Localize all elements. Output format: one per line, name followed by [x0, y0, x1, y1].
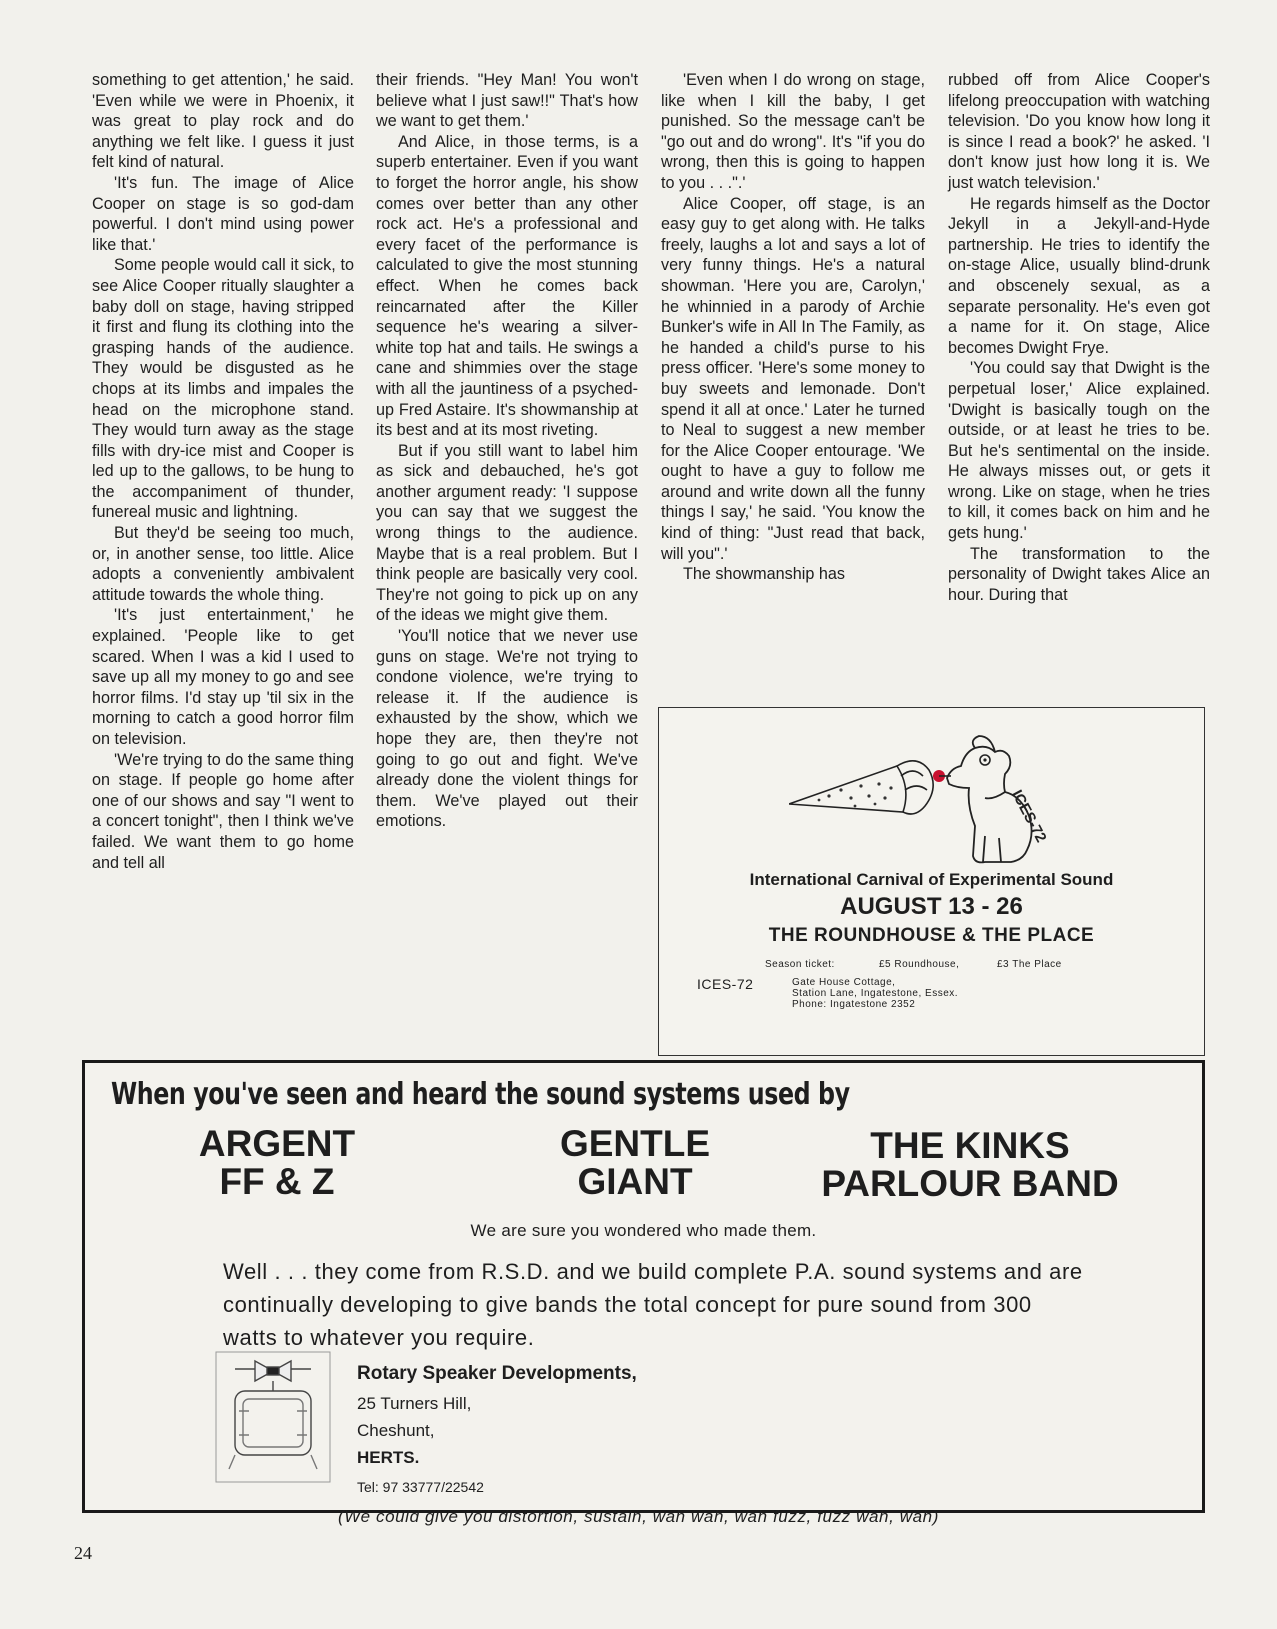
rsd-body: Well . . . they come from R.S.D. and we build complete P.A. sound systems and are continually developing to give bands the total concept for pure sound from 300 watts to whatever you require. [223, 1259, 1083, 1350]
band-argent-ffz [187, 1125, 367, 1201]
rsd-company: Rotary Speaker Developments, [357, 1363, 637, 1384]
article-paragraph: 'Even when I do wrong on stage, like when I kill the baby, I get punished. So the message can't be "go out and do wrong". It's "if you do wrong, then this is going to happen to you . . .".' [661, 71, 925, 192]
article-paragraph: But if you still want to label him as sick and debauched, he's got another argument ready: 'I suppose you can say that we suggest the wrong things to the audience. Maybe that is a real problem. But I think people are basically very cool. They're not going to pick up on any of the ideas we might give them. [376, 441, 638, 625]
band2-line2: GIANT [577, 1161, 693, 1202]
band-gentle-giant [545, 1125, 725, 1201]
ices-logo-text: ICES-72 [1008, 787, 1050, 846]
page-number: 24 [74, 1543, 92, 1563]
rsd-town: Cheshunt, [357, 1421, 435, 1440]
band-kinks-parlour [805, 1127, 1135, 1203]
rsd-street: 25 Turners Hill, [357, 1394, 472, 1413]
gramophone-dog-icon [789, 726, 1089, 876]
ices-season-label: Season ticket: [765, 959, 835, 970]
article-paragraph: 'It's just entertainment,' he explained. 'People like to get scared. When I was a kid I used to save up all my money to go and see horror films. I'd stay up 'til six in the morning to catch a good horror film on television. [92, 606, 354, 748]
article-paragraph: But they'd be seeing too much, or, in another sense, too little. Alice adopts a conveniently ambivalent attitude towards the whole thing. [92, 524, 354, 604]
ices-dates: AUGUST 13 - 26 [840, 893, 1023, 920]
article-paragraph: 'You'll notice that we never use guns on stage. We're not trying to condone violence, we're trying to release it. If the audience is exhausted by the show, which we hope they are, then they're not going to go out and fight. We've already done the violent things for them. We've played out their emotions. [376, 627, 638, 831]
ices-venues: THE ROUNDHOUSE & THE PLACE [768, 925, 1095, 946]
article-column-3 [661, 70, 925, 585]
article-paragraph: something to get attention,' he said. 'Even while we were in Phoenix, it was great to play rock and do anything we felt like. I guess it just felt kind of natural. [92, 71, 354, 172]
article-paragraph: 'It's fun. The image of Alice Cooper on stage is so god-dam powerful. I don't mind using power like that.' [92, 173, 354, 254]
article-paragraph: Some people would call it sick, to see Alice Cooper ritually slaughter a baby doll on stage, having stripped it first and flung its clothing into the grasping hands of the audience. They would be disgusted as he chops at its limbs and impales the head on the microphone stand. They would turn away as the stage fills with dry-ice mist and Cooper is led up to the gallows, to be hung to the accompaniment of thunder, funereal music and lightning. [92, 256, 354, 522]
rsd-headline: When you've seen and heard the sound systems used by [111, 1077, 850, 1112]
ices-org: ICES-72 [697, 976, 754, 992]
band1-line2: FF & Z [219, 1161, 335, 1202]
article-paragraph: their friends. "Hey Man! You won't believe what I just saw!!" That's how we want to get them.' [376, 71, 638, 131]
rsd-tagline: We are sure you wondered who made them. [470, 1221, 817, 1240]
article-paragraph: rubbed off from Alice Cooper's lifelong preoccupation with watching television. 'Do you know how long it is since I read a book?' he asked. 'I don't know just how long it is. We just watch television.' [948, 71, 1210, 192]
band2-line1: GENTLE [559, 1123, 711, 1164]
rsd-advertisement [82, 1060, 1205, 1513]
article-paragraph: 'You could say that Dwight is the perpetual loser,' Alice explained. 'Dwight is basically tough on the outside, or at least he tries to be. But he's sentimental on the inside. He always misses out, or gets it wrong. Like on stage, when he tries to kill, it comes back on him and he gets hung.' [948, 359, 1210, 543]
article-paragraph: He regards himself as the Doctor Jekyll in a Jekyll-and-Hyde partnership. He tries to identify the on-stage Alice, usually blind-drunk and obscenely sexual, as a separate personality. He's even got a name for it. On stage, Alice becomes Dwight Frye. [948, 194, 1210, 357]
ices-address-line-1: Gate House Cottage, [792, 977, 896, 988]
article-paragraph: The showmanship has [683, 565, 845, 584]
rsd-tel: Tel: 97 33777/22542 [357, 1479, 484, 1495]
ices-price-roundhouse: £5 Roundhouse, [879, 959, 960, 970]
article-column-1 [92, 70, 354, 873]
article-paragraph: And Alice, in those terms, is a superb entertainer. Even if you want to forget the horror angle, his show comes over better than any other rock act. He's a professional and every facet of the performance is calculated to give the most stunning effect. When he comes back reincarnated after the Killer sequence he's wearing a silver-white top hat and tails. He swings a cane and shimmies over the stage with all the jauntiness of a psyched-up Fred Astaire. It's showmanship at its best and at its most riveting. [376, 132, 638, 440]
ices-address-line-2: Station Lane, Ingatestone, Essex. [792, 988, 959, 999]
article-paragraph: The transformation to the personality of Dwight takes Alice an hour. During that [948, 544, 1210, 604]
rsd-county: HERTS. [357, 1448, 420, 1467]
rsd-footer-note: (We could give you distortion, sustain, wah wah, wah fuzz, fuzz wah, wah) [338, 1507, 939, 1526]
ices-title: International Carnival of Experimental Sound [749, 870, 1114, 889]
band3-line1: THE KINKS [870, 1125, 1070, 1166]
band1-line1: ARGENT [198, 1123, 356, 1164]
article-column-2 [376, 70, 638, 832]
ices-address [792, 977, 958, 1010]
ices-advertisement [658, 707, 1205, 1056]
ices-price-place: £3 The Place [997, 959, 1062, 970]
band3-line2: PARLOUR BAND [821, 1163, 1119, 1204]
article-column-4 [948, 70, 1210, 605]
article-paragraph: Alice Cooper, off stage, is an easy guy to get along with. He talks freely, laughs a lot and says a lot of very funny things. He's a natural showman. 'Here you are, Carolyn,' he whinnied in a parody of Archie Bunker's wife in All In The Family, as he handed a child's purse to his press officer. 'Here's some money to buy sweets and lemonade. Don't spend it all at once.' Later he turned to Neal to suggest a new member for the Alice Cooper entourage. 'We ought to have a guy to follow me around and write down all the funny things I say,' he said. 'You know the kind of thing: "Just read that back, will you".' [661, 194, 925, 563]
article-paragraph: 'We're trying to do the same thing on stage. If people go home after one of our shows and say "I went to a concert tonight", then I think we've failed. We want them to go home and tell all [92, 750, 354, 872]
speaker-cabinet-icon [215, 1351, 331, 1483]
ices-phone: Phone: Ingatestone 2352 [792, 999, 916, 1010]
